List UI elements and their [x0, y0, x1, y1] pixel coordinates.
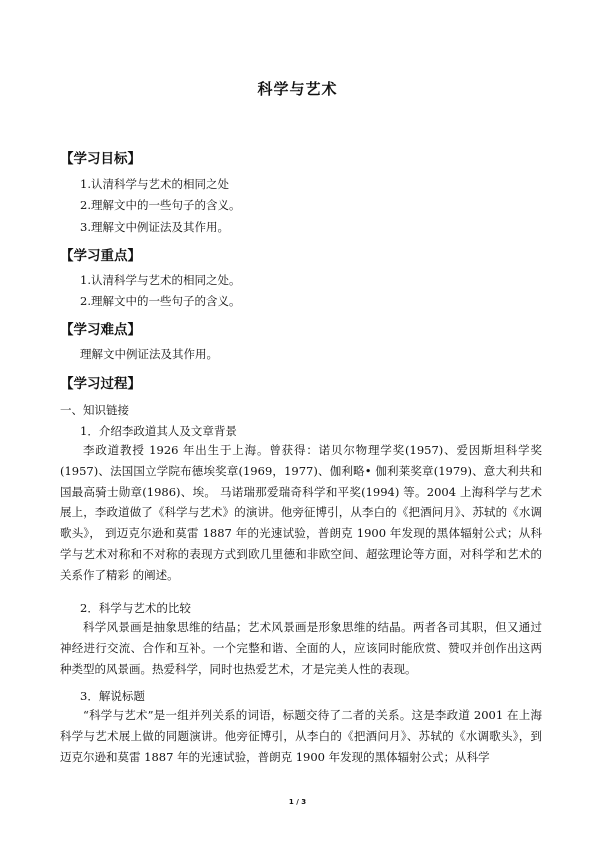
section-heading-goals: 【学习目标】 — [60, 151, 141, 167]
difficulty-item-1: 理解文中例证法及其作用。 — [80, 347, 218, 361]
subheading-author-background: 1．介绍李政道其人及文章背景 — [80, 424, 237, 438]
page-title: 科学与艺术 — [257, 80, 338, 98]
section-heading-difficulty: 【学习难点】 — [60, 322, 141, 338]
goal-item-3: 3.理解文中例证法及其作用。 — [80, 220, 229, 234]
subheading-comparison: 2．科学与艺术的比较 — [80, 601, 191, 615]
section-heading-process: 【学习过程】 — [60, 376, 141, 392]
paragraph-author-background: 李政道教授 1926 年出生于上海。曾获得：诺贝尔物理学奖(1957)、爱因斯坦科学奖(1957)、法国国立学院布德埃奖章(1969，1977)、伽利略• 伽利莱奖章(1979)、意大利共和国最高骑士勋章(1986)、埃。 马诺瑞那爱瑞奇科学和平奖(1994) 等。2004 上海科学与艺术展上，李政道做了《科学与艺术》的演讲。他旁征博引，从李白的《把酒问月》、苏轼的《水调歌头》， 到迈克尔逊和莫雷 1887 年的光速试验，普朗克 1900 年发现的黑体辐射公式；从科学与艺术对称和不对称的表现方式到欧几里德和非欧空间、超弦理论等方面，对科学和艺术的关系作了精彩 的阐述。 — [60, 443, 542, 582]
part-heading-knowledge-link: 一、知识链接 — [60, 403, 129, 417]
subheading-title-explanation: 3．解说标题 — [80, 689, 145, 703]
goal-item-2: 2.理解文中的一些句子的含义。 — [80, 198, 241, 212]
goal-item-1: 1.认清科学与艺术的相同之处 — [80, 177, 229, 191]
paragraph-title-explanation: “科学与艺术”是一组并列关系的词语，标题交待了二者的关系。这是李政道 2001 在上海科学与艺术展上做的同题演讲。他旁征博引，从李白的《把酒问月》、苏轼的《水调歌头》，到迈克尔逊和莫雷 1887 年的光速试验，普朗克 1900 年发现的黑体辐射公式；从科学 — [60, 708, 542, 764]
focus-item-1: 1.认清科学与艺术的相同之处。 — [80, 273, 241, 287]
paragraph-comparison: 科学风景画是抽象思维的结晶；艺术风景画是形象思维的结晶。两者各司其职，但又通过神经进行交流、合作和互补。一个完整和谐、全面的人，应该同时能欣赏、赞叹并创作出这两种类型的风景画。热爱科学，同时也热爱艺术，才是完美人性的表现。 — [60, 620, 542, 676]
focus-item-2: 2.理解文中的一些句子的含义。 — [80, 294, 241, 308]
section-heading-focus: 【学习重点】 — [60, 248, 141, 264]
page-number: 1 / 3 — [288, 798, 307, 806]
